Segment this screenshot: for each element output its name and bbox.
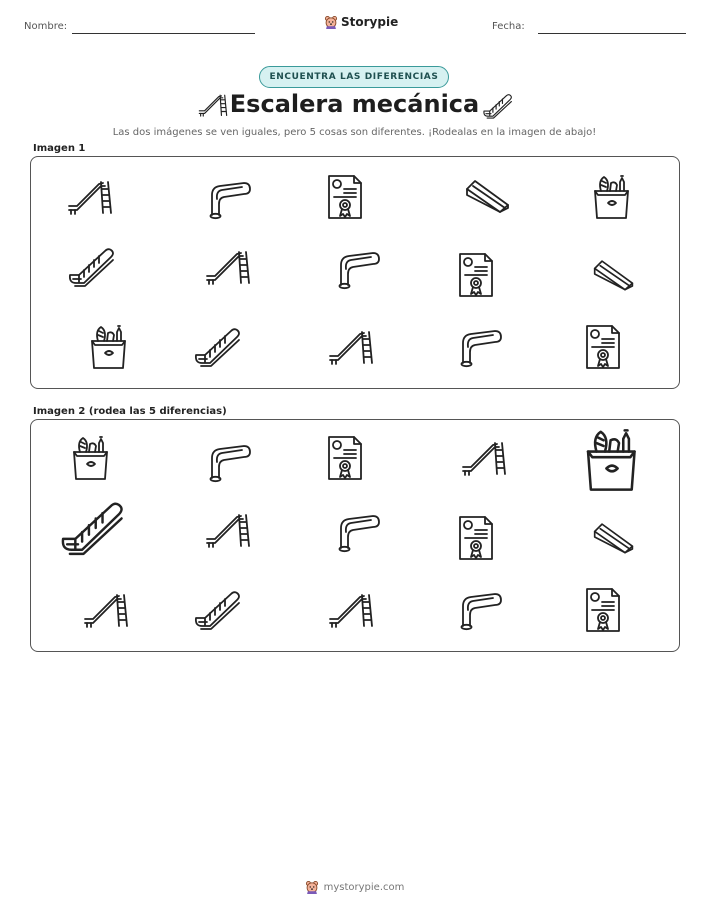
grocery-bag-icon — [87, 323, 131, 371]
bike-rack-icon — [455, 588, 505, 632]
slide-icon — [459, 438, 509, 478]
escalator-icon — [193, 588, 243, 632]
escalator-icon — [481, 92, 515, 120]
image1-panel — [30, 156, 680, 389]
ramp-icon — [591, 518, 637, 556]
bike-rack-icon — [333, 510, 383, 554]
page-title: Escalera mecánica — [229, 90, 480, 118]
certificate-icon — [456, 251, 496, 299]
date-label: Fecha: — [492, 21, 525, 32]
bear-mascot-icon — [305, 880, 319, 894]
slide-icon — [326, 327, 376, 367]
certificate-icon — [583, 323, 623, 371]
bike-rack-icon — [333, 247, 383, 291]
grocery-bag-icon — [69, 434, 113, 482]
bike-rack-icon — [204, 440, 254, 484]
name-line[interactable] — [72, 33, 255, 34]
grocery-bag-icon — [590, 173, 634, 221]
certificate-icon — [325, 434, 365, 482]
ramp-icon — [463, 175, 513, 215]
image2-panel — [30, 419, 680, 652]
instructions: Las dos imágenes se ven iguales, pero 5 cosas son diferentes. ¡Rodealas en la imagen de abajo! — [112, 127, 597, 138]
certificate-icon — [583, 586, 623, 634]
date-line[interactable] — [538, 33, 686, 34]
footer — [0, 880, 709, 894]
bike-rack-icon — [455, 325, 505, 369]
slide-icon — [65, 177, 115, 217]
name-label: Nombre: — [24, 21, 68, 32]
panel2-label: Imagen 2 (rodea las 5 diferencias) — [33, 406, 227, 417]
brand-logo — [324, 15, 398, 29]
certificate-icon — [325, 173, 365, 221]
slide-icon — [203, 510, 253, 550]
panel1-label: Imagen 1 — [33, 143, 86, 154]
escalator-icon — [67, 245, 117, 289]
activity-badge: ENCUENTRA LAS DIFERENCIAS — [259, 66, 449, 88]
slide-icon — [326, 590, 376, 630]
slide-icon — [203, 247, 253, 287]
escalator-icon — [193, 325, 243, 369]
ramp-icon — [591, 255, 637, 293]
footer-url[interactable]: mystorypie.com — [323, 881, 405, 893]
bike-rack-icon — [204, 177, 254, 221]
brand-name: Storypie — [341, 15, 399, 29]
escalator-icon — [59, 498, 127, 558]
bear-mascot-icon — [324, 15, 338, 29]
grocery-bag-icon — [581, 426, 643, 494]
slide-icon — [81, 590, 131, 630]
certificate-icon — [456, 514, 496, 562]
